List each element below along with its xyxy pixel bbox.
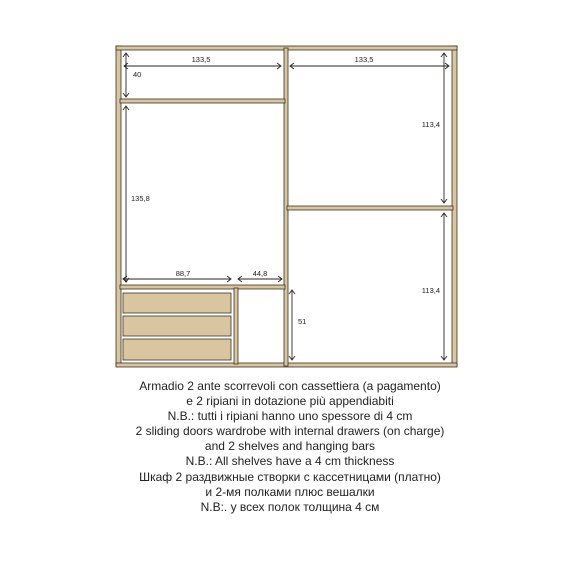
drawer-2 (123, 316, 231, 336)
left-shelf (120, 99, 285, 103)
drawer-unit-top (120, 285, 285, 289)
drawer-3 (123, 339, 231, 360)
drawer-unit-side (234, 288, 238, 364)
caption-line-8: и 2-мя полками плюс вешалки (205, 484, 375, 499)
dim-drawer-unit-height: 51 (298, 317, 307, 326)
caption-line-3: N.B.: tutti i ripiani hanno uno spessore di 4 cm (167, 409, 413, 424)
dim-lower-right-height: 113,4 (421, 286, 440, 295)
caption-line-5: and 2 shelves and hanging bars (204, 439, 376, 454)
dim-left-compartment-height: 135,8 (131, 194, 150, 203)
dim-upper-right-height: 113,4 (421, 120, 440, 129)
caption (0, 379, 580, 515)
caption-line-1: Armadio 2 ante scorrevoli con cassettiera (a pagamento) (139, 379, 441, 393)
caption-line-7: Шкаф 2 раздвижные створки с кассетницами (платно) (139, 469, 441, 484)
drawer-1 (123, 293, 231, 313)
left-side-panel (116, 46, 121, 366)
dim-top-height: 40 (133, 70, 142, 79)
dim-left-compartment-width: 88,7 (175, 269, 191, 278)
dim-small-compartment-width: 44,8 (252, 269, 268, 278)
caption-line-4: 2 sliding doors wardrobe with internal drawers (on charge) (135, 424, 445, 439)
right-shelf (287, 206, 453, 210)
dim-top-right-width: 133,5 (354, 55, 374, 64)
caption-line-2: e 2 ripiani in dotazione più appendiabiti (186, 394, 394, 409)
dim-top-left-width: 133,5 (191, 55, 211, 64)
wardrobe-frame (116, 46, 457, 367)
caption-line-6: N.B.: All shelves have a 4 cm thickness (185, 454, 395, 469)
caption-line-9: N.B:. у всех полок толщина 4 см (200, 499, 380, 514)
